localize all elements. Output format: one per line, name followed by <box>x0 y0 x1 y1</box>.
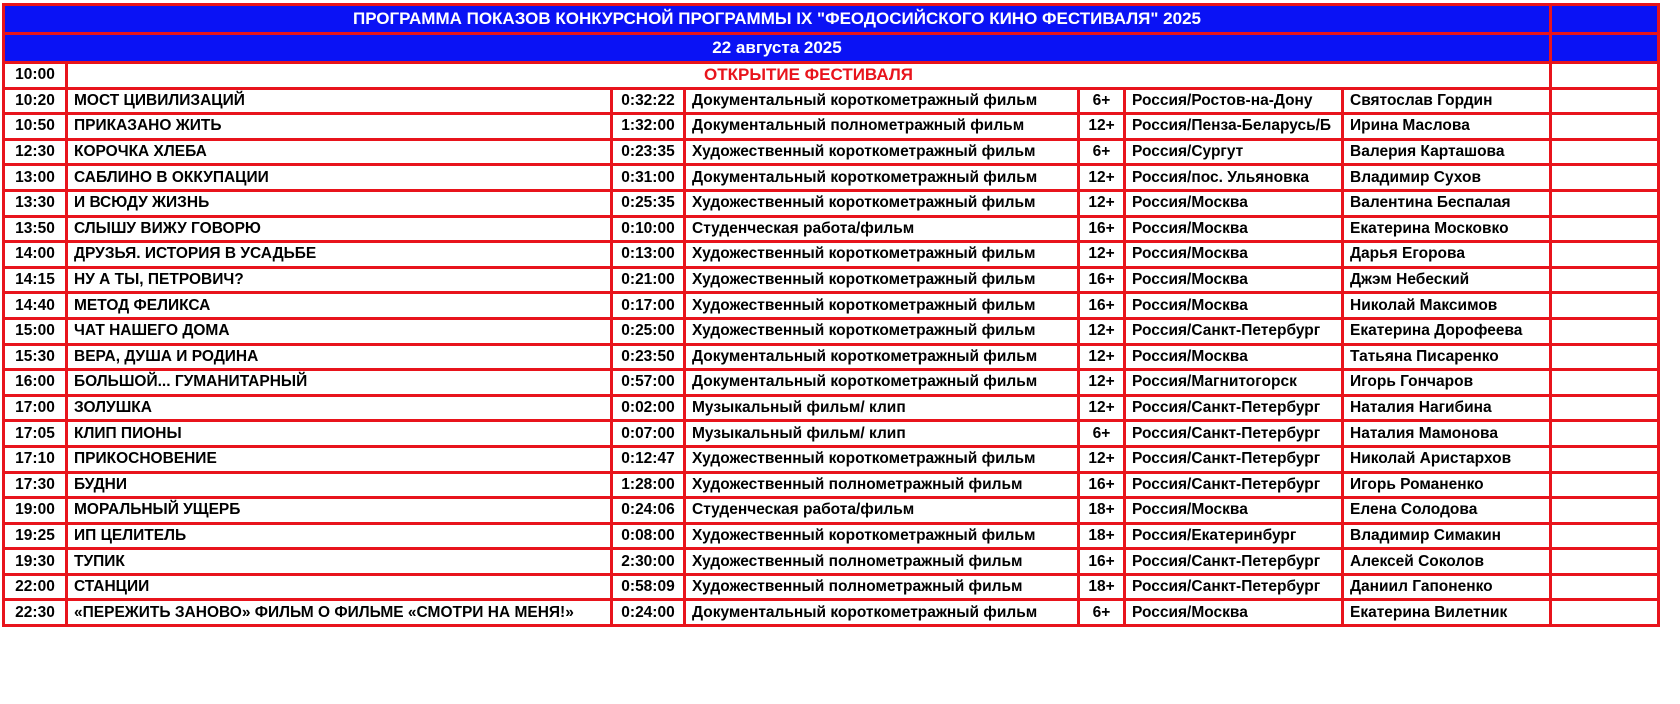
age-rating: 12+ <box>1079 446 1125 472</box>
film-location: Россия/Москва <box>1125 293 1343 319</box>
film-title: СЛЫШУ ВИЖУ ГОВОРЮ <box>67 216 612 242</box>
film-title: БУДНИ <box>67 472 612 498</box>
film-genre: Документальный короткометражный фильм <box>685 165 1079 191</box>
screening-time: 10:50 <box>4 114 67 140</box>
film-title: МЕТОД ФЕЛИКСА <box>67 293 612 319</box>
age-rating: 6+ <box>1079 139 1125 165</box>
screening-row-extra-cell <box>1551 574 1659 600</box>
screening-row-extra-cell <box>1551 421 1659 447</box>
screening-row <box>4 190 1659 216</box>
film-genre: Студенческая работа/фильм <box>685 498 1079 524</box>
age-rating: 18+ <box>1079 574 1125 600</box>
film-location: Россия/Москва <box>1125 216 1343 242</box>
film-duration: 0:24:06 <box>612 498 685 524</box>
screening-time: 17:30 <box>4 472 67 498</box>
screening-row-extra-cell <box>1551 267 1659 293</box>
film-duration: 0:25:35 <box>612 190 685 216</box>
film-location: Россия/Санкт-Петербург <box>1125 549 1343 575</box>
film-title: ДРУЗЬЯ. ИСТОРИЯ В УСАДЬБЕ <box>67 242 612 268</box>
film-author: Владимир Сухов <box>1343 165 1551 191</box>
film-title: ЗОЛУШКА <box>67 395 612 421</box>
film-genre: Художественный короткометражный фильм <box>685 318 1079 344</box>
age-rating: 12+ <box>1079 190 1125 216</box>
age-rating: 16+ <box>1079 549 1125 575</box>
date-row-extra-cell <box>1551 34 1659 63</box>
screening-time: 19:00 <box>4 498 67 524</box>
film-author: Ирина Маслова <box>1343 114 1551 140</box>
age-rating: 12+ <box>1079 395 1125 421</box>
film-genre: Документальный короткометражный фильм <box>685 600 1079 626</box>
film-author: Владимир Симакин <box>1343 523 1551 549</box>
opening-label: ОТКРЫТИЕ ФЕСТИВАЛЯ <box>67 63 1551 89</box>
screening-row <box>4 574 1659 600</box>
film-author: Николай Аристархов <box>1343 446 1551 472</box>
film-author: Валерия Карташова <box>1343 139 1551 165</box>
screening-row-extra-cell <box>1551 446 1659 472</box>
screening-row-extra-cell <box>1551 523 1659 549</box>
film-title: «ПЕРЕЖИТЬ ЗАНОВО» ФИЛЬМ О ФИЛЬМЕ «СМОТРИ НА МЕНЯ!» <box>67 600 612 626</box>
title-row <box>4 5 1659 34</box>
screening-row <box>4 370 1659 396</box>
film-title: НУ А ТЫ, ПЕТРОВИЧ? <box>67 267 612 293</box>
film-title: СТАНЦИИ <box>67 574 612 600</box>
film-title: КОРОЧКА ХЛЕБА <box>67 139 612 165</box>
film-title: ТУПИК <box>67 549 612 575</box>
film-location: Россия/Ростов-на-Дону <box>1125 88 1343 114</box>
film-author: Игорь Гончаров <box>1343 370 1551 396</box>
age-rating: 12+ <box>1079 370 1125 396</box>
film-genre: Художественный полнометражный фильм <box>685 574 1079 600</box>
film-genre: Художественный короткометражный фильм <box>685 139 1079 165</box>
film-duration: 0:58:09 <box>612 574 685 600</box>
film-location: Россия/Санкт-Петербург <box>1125 318 1343 344</box>
film-duration: 0:23:50 <box>612 344 685 370</box>
film-duration: 0:25:00 <box>612 318 685 344</box>
screening-row-extra-cell <box>1551 216 1659 242</box>
screening-row-extra-cell <box>1551 139 1659 165</box>
screening-row <box>4 421 1659 447</box>
age-rating: 16+ <box>1079 293 1125 319</box>
film-duration: 0:57:00 <box>612 370 685 396</box>
film-title: ЧАТ НАШЕГО ДОМА <box>67 318 612 344</box>
film-location: Россия/Санкт-Петербург <box>1125 446 1343 472</box>
film-author: Игорь Романенко <box>1343 472 1551 498</box>
screening-row-extra-cell <box>1551 395 1659 421</box>
screening-time: 14:15 <box>4 267 67 293</box>
opening-row <box>4 63 1659 89</box>
screening-time: 19:25 <box>4 523 67 549</box>
screening-row-extra-cell <box>1551 242 1659 268</box>
film-genre: Художественный полнометражный фильм <box>685 549 1079 575</box>
screening-row <box>4 600 1659 626</box>
age-rating: 16+ <box>1079 472 1125 498</box>
film-genre: Студенческая работа/фильм <box>685 216 1079 242</box>
film-title: САБЛИНО В ОККУПАЦИИ <box>67 165 612 191</box>
film-author: Святослав Гордин <box>1343 88 1551 114</box>
film-author: Николай Максимов <box>1343 293 1551 319</box>
screening-row-extra-cell <box>1551 549 1659 575</box>
screening-row-extra-cell <box>1551 498 1659 524</box>
screening-time: 13:00 <box>4 165 67 191</box>
film-title: БОЛЬШОЙ... ГУМАНИТАРНЫЙ <box>67 370 612 396</box>
screening-row <box>4 549 1659 575</box>
film-genre: Художественный короткометражный фильм <box>685 242 1079 268</box>
screening-time: 17:05 <box>4 421 67 447</box>
film-location: Россия/Москва <box>1125 344 1343 370</box>
age-rating: 12+ <box>1079 114 1125 140</box>
film-title: КЛИП ПИОНЫ <box>67 421 612 447</box>
screening-time: 17:10 <box>4 446 67 472</box>
film-location: Россия/Пенза-Беларусь/Б <box>1125 114 1343 140</box>
film-author: Дарья Егорова <box>1343 242 1551 268</box>
film-duration: 0:07:00 <box>612 421 685 447</box>
film-genre: Музыкальный фильм/ клип <box>685 395 1079 421</box>
film-author: Екатерина Московко <box>1343 216 1551 242</box>
film-title: И ВСЮДУ ЖИЗНЬ <box>67 190 612 216</box>
screening-row <box>4 523 1659 549</box>
film-title: ИП ЦЕЛИТЕЛЬ <box>67 523 612 549</box>
screening-time: 15:00 <box>4 318 67 344</box>
screening-row <box>4 344 1659 370</box>
film-duration: 0:12:47 <box>612 446 685 472</box>
screening-row <box>4 267 1659 293</box>
film-location: Россия/Санкт-Петербург <box>1125 574 1343 600</box>
film-author: Наталия Нагибина <box>1343 395 1551 421</box>
screening-time: 13:30 <box>4 190 67 216</box>
schedule-sheet <box>2 3 1660 627</box>
film-genre: Художественный полнометражный фильм <box>685 472 1079 498</box>
film-title: ПРИКОСНОВЕНИЕ <box>67 446 612 472</box>
screening-row-extra-cell <box>1551 344 1659 370</box>
screening-row <box>4 498 1659 524</box>
film-duration: 0:24:00 <box>612 600 685 626</box>
film-location: Россия/Санкт-Петербург <box>1125 421 1343 447</box>
screening-row <box>4 88 1659 114</box>
film-duration: 0:17:00 <box>612 293 685 319</box>
film-author: Елена Солодова <box>1343 498 1551 524</box>
screening-time: 16:00 <box>4 370 67 396</box>
film-location: Россия/Сургут <box>1125 139 1343 165</box>
screening-time: 22:00 <box>4 574 67 600</box>
film-genre: Художественный короткометражный фильм <box>685 293 1079 319</box>
age-rating: 12+ <box>1079 242 1125 268</box>
screening-time: 17:00 <box>4 395 67 421</box>
screening-row-extra-cell <box>1551 472 1659 498</box>
screening-row <box>4 216 1659 242</box>
age-rating: 18+ <box>1079 523 1125 549</box>
film-duration: 0:13:00 <box>612 242 685 268</box>
film-duration: 2:30:00 <box>612 549 685 575</box>
screening-row <box>4 446 1659 472</box>
screening-time: 19:30 <box>4 549 67 575</box>
film-genre: Документальный короткометражный фильм <box>685 370 1079 396</box>
film-duration: 0:23:35 <box>612 139 685 165</box>
film-location: Россия/Москва <box>1125 498 1343 524</box>
film-location: Россия/пос. Ульяновка <box>1125 165 1343 191</box>
film-genre: Художественный короткометражный фильм <box>685 190 1079 216</box>
film-duration: 0:02:00 <box>612 395 685 421</box>
screening-row <box>4 139 1659 165</box>
film-genre: Музыкальный фильм/ клип <box>685 421 1079 447</box>
title-row-extra-cell <box>1551 5 1659 34</box>
film-author: Екатерина Дорофеева <box>1343 318 1551 344</box>
screening-row-extra-cell <box>1551 114 1659 140</box>
film-genre: Документальный короткометражный фильм <box>685 88 1079 114</box>
screening-time: 22:30 <box>4 600 67 626</box>
age-rating: 18+ <box>1079 498 1125 524</box>
opening-time: 10:00 <box>4 63 67 89</box>
age-rating: 12+ <box>1079 344 1125 370</box>
film-author: Наталия Мамонова <box>1343 421 1551 447</box>
film-title: ПРИКАЗАНО ЖИТЬ <box>67 114 612 140</box>
film-location: Россия/Москва <box>1125 242 1343 268</box>
schedule-table <box>2 3 1660 627</box>
film-duration: 1:28:00 <box>612 472 685 498</box>
screening-row <box>4 395 1659 421</box>
screening-row-extra-cell <box>1551 600 1659 626</box>
film-location: Россия/Санкт-Петербург <box>1125 395 1343 421</box>
film-location: Россия/Екатеринбург <box>1125 523 1343 549</box>
age-rating: 16+ <box>1079 267 1125 293</box>
age-rating: 16+ <box>1079 216 1125 242</box>
film-author: Валентина Беспалая <box>1343 190 1551 216</box>
screening-time: 14:00 <box>4 242 67 268</box>
film-genre: Художественный короткометражный фильм <box>685 523 1079 549</box>
film-title: МОРАЛЬНЫЙ УЩЕРБ <box>67 498 612 524</box>
film-location: Россия/Москва <box>1125 190 1343 216</box>
film-location: Россия/Москва <box>1125 600 1343 626</box>
film-location: Россия/Санкт-Петербург <box>1125 472 1343 498</box>
screening-row-extra-cell <box>1551 165 1659 191</box>
film-author: Алексей Соколов <box>1343 549 1551 575</box>
screening-row <box>4 165 1659 191</box>
film-author: Джэм Небеский <box>1343 267 1551 293</box>
age-rating: 6+ <box>1079 88 1125 114</box>
film-genre: Художественный короткометражный фильм <box>685 446 1079 472</box>
screening-row <box>4 242 1659 268</box>
screening-time: 13:50 <box>4 216 67 242</box>
schedule-title: ПРОГРАММА ПОКАЗОВ КОНКУРСНОЙ ПРОГРАММЫ IX "ФЕОДОСИЙСКОГО КИНО ФЕСТИВАЛЯ" 2025 <box>4 5 1551 34</box>
age-rating: 6+ <box>1079 421 1125 447</box>
film-duration: 0:08:00 <box>612 523 685 549</box>
film-genre: Документальный полнометражный фильм <box>685 114 1079 140</box>
film-location: Россия/Магнитогорск <box>1125 370 1343 396</box>
film-title: ВЕРА, ДУША И РОДИНА <box>67 344 612 370</box>
screening-time: 15:30 <box>4 344 67 370</box>
film-location: Россия/Москва <box>1125 267 1343 293</box>
screening-time: 10:20 <box>4 88 67 114</box>
film-duration: 0:10:00 <box>612 216 685 242</box>
screening-row <box>4 293 1659 319</box>
age-rating: 12+ <box>1079 165 1125 191</box>
age-rating: 12+ <box>1079 318 1125 344</box>
age-rating: 6+ <box>1079 600 1125 626</box>
schedule-date: 22 августа 2025 <box>4 34 1551 63</box>
film-duration: 0:32:22 <box>612 88 685 114</box>
screening-time: 12:30 <box>4 139 67 165</box>
film-duration: 1:32:00 <box>612 114 685 140</box>
film-duration: 0:21:00 <box>612 267 685 293</box>
film-author: Даниил Гапоненко <box>1343 574 1551 600</box>
opening-row-extra-cell <box>1551 63 1659 89</box>
date-row <box>4 34 1659 63</box>
film-duration: 0:31:00 <box>612 165 685 191</box>
film-author: Татьяна Писаренко <box>1343 344 1551 370</box>
film-genre: Художественный короткометражный фильм <box>685 267 1079 293</box>
screening-row <box>4 318 1659 344</box>
screening-time: 14:40 <box>4 293 67 319</box>
film-title: МОСТ ЦИВИЛИЗАЦИЙ <box>67 88 612 114</box>
screening-row-extra-cell <box>1551 318 1659 344</box>
screening-row-extra-cell <box>1551 190 1659 216</box>
screening-row-extra-cell <box>1551 370 1659 396</box>
film-genre: Документальный короткометражный фильм <box>685 344 1079 370</box>
screening-row <box>4 472 1659 498</box>
screening-row <box>4 114 1659 140</box>
screening-row-extra-cell <box>1551 88 1659 114</box>
screening-row-extra-cell <box>1551 293 1659 319</box>
film-author: Екатерина Вилетник <box>1343 600 1551 626</box>
